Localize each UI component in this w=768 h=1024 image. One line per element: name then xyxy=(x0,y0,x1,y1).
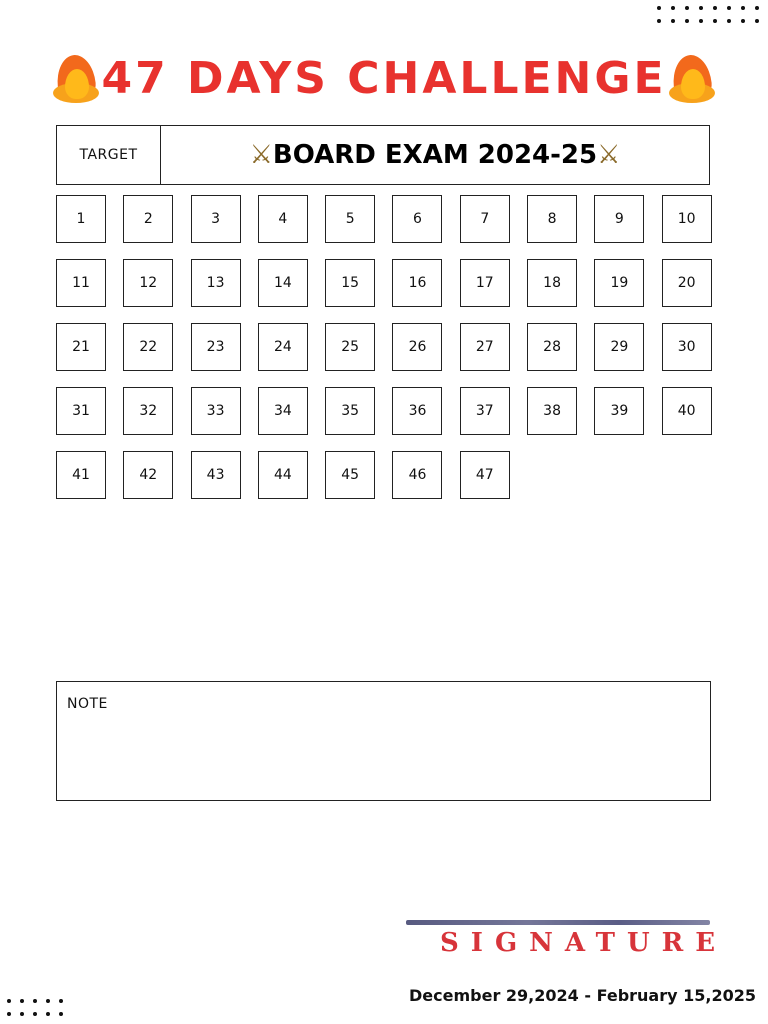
day-cell[interactable]: 21 xyxy=(56,323,106,371)
day-cell[interactable]: 20 xyxy=(662,259,712,307)
fire-icon xyxy=(51,53,101,105)
day-cell[interactable]: 2 xyxy=(123,195,173,243)
day-cell[interactable]: 13 xyxy=(191,259,241,307)
day-cell[interactable]: 22 xyxy=(123,323,173,371)
day-cell[interactable]: 38 xyxy=(527,387,577,435)
day-cell[interactable]: 3 xyxy=(191,195,241,243)
target-value-text: BOARD EXAM 2024-25 xyxy=(272,140,598,170)
day-cell[interactable]: 10 xyxy=(662,195,712,243)
day-cell[interactable]: 9 xyxy=(594,195,644,243)
day-cell[interactable]: 47 xyxy=(460,451,510,499)
crossed-swords-icon: ⚔ xyxy=(249,140,273,170)
day-cell[interactable]: 7 xyxy=(460,195,510,243)
day-cell[interactable]: 42 xyxy=(123,451,173,499)
day-cell[interactable]: 39 xyxy=(594,387,644,435)
title-text: 47 DAYS CHALLENGE xyxy=(101,53,667,104)
day-cell[interactable]: 37 xyxy=(460,387,510,435)
day-cell[interactable]: 28 xyxy=(527,323,577,371)
decorative-dots-bottom xyxy=(7,999,63,1016)
day-cell[interactable]: 15 xyxy=(325,259,375,307)
day-cell[interactable]: 25 xyxy=(325,323,375,371)
note-box[interactable] xyxy=(56,681,711,801)
day-cell[interactable]: 18 xyxy=(527,259,577,307)
day-cell[interactable]: 12 xyxy=(123,259,173,307)
day-cell[interactable]: 29 xyxy=(594,323,644,371)
day-cell[interactable]: 34 xyxy=(258,387,308,435)
day-cell[interactable]: 5 xyxy=(325,195,375,243)
day-cell[interactable]: 1 xyxy=(56,195,106,243)
day-cell[interactable]: 45 xyxy=(325,451,375,499)
day-cell[interactable]: 46 xyxy=(392,451,442,499)
day-cell[interactable]: 16 xyxy=(392,259,442,307)
day-cell[interactable]: 33 xyxy=(191,387,241,435)
day-cell[interactable]: 32 xyxy=(123,387,173,435)
day-cell[interactable]: 31 xyxy=(56,387,106,435)
fire-icon xyxy=(667,53,717,105)
day-cell[interactable]: 17 xyxy=(460,259,510,307)
day-cell[interactable]: 40 xyxy=(662,387,712,435)
day-cell[interactable]: 24 xyxy=(258,323,308,371)
day-cell[interactable]: 36 xyxy=(392,387,442,435)
day-cell[interactable]: 19 xyxy=(594,259,644,307)
day-cell[interactable]: 26 xyxy=(392,323,442,371)
day-cell[interactable]: 41 xyxy=(56,451,106,499)
day-cell[interactable]: 35 xyxy=(325,387,375,435)
page-title xyxy=(0,46,768,112)
signature-line xyxy=(406,920,710,925)
day-tracker-grid xyxy=(56,195,712,499)
target-label: TARGET xyxy=(57,126,161,184)
signature-stamp: SIGNATURE xyxy=(440,928,728,958)
day-cell[interactable]: 27 xyxy=(460,323,510,371)
crossed-swords-icon: ⚔ xyxy=(597,140,621,170)
date-range: December 29,2024 - February 15,2025 xyxy=(409,986,756,1005)
target-box xyxy=(56,125,710,185)
day-cell[interactable]: 23 xyxy=(191,323,241,371)
note-label: NOTE xyxy=(67,696,108,712)
day-cell[interactable]: 44 xyxy=(258,451,308,499)
day-cell[interactable]: 11 xyxy=(56,259,106,307)
day-cell[interactable]: 14 xyxy=(258,259,308,307)
day-cell[interactable]: 8 xyxy=(527,195,577,243)
target-value-field[interactable] xyxy=(161,126,709,184)
decorative-dots-top xyxy=(657,6,759,23)
day-cell[interactable]: 30 xyxy=(662,323,712,371)
day-cell[interactable]: 43 xyxy=(191,451,241,499)
day-cell[interactable]: 4 xyxy=(258,195,308,243)
day-cell[interactable]: 6 xyxy=(392,195,442,243)
